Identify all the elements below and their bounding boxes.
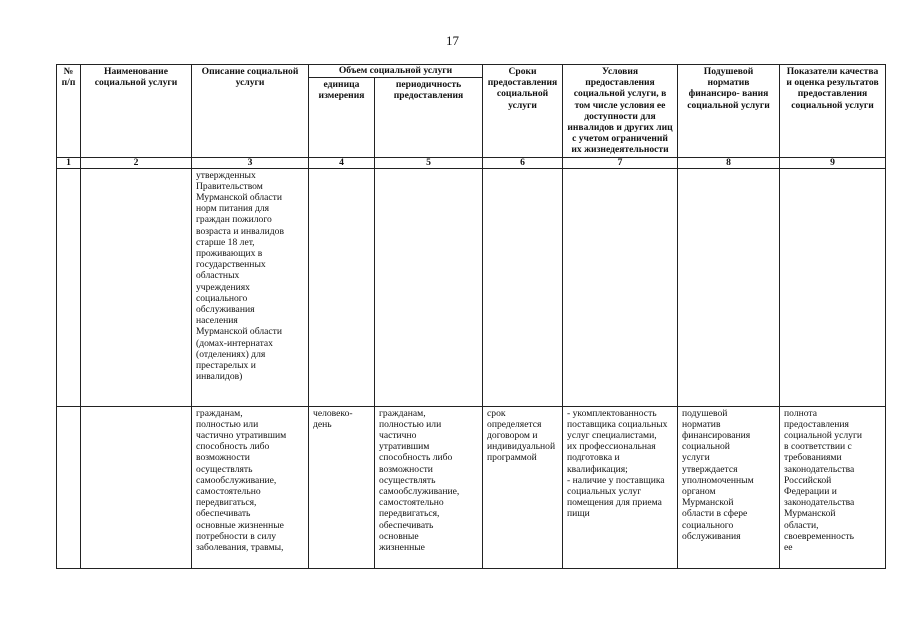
column-number: 6 xyxy=(483,157,563,168)
header-financing-norm: Подушевой норматив финансиро- вания социальной услуги xyxy=(678,65,780,158)
header-periodicity: периодичность предоставления xyxy=(375,78,483,158)
cell-number xyxy=(57,406,81,568)
cell-terms: срок определяется договором и индивидуальной программой xyxy=(483,406,563,568)
cell-financing-norm xyxy=(678,168,780,406)
cell-number xyxy=(57,168,81,406)
column-number: 5 xyxy=(375,157,483,168)
page-number: 17 xyxy=(446,33,459,48)
header-service-description: Описание социальной услуги xyxy=(192,65,309,158)
column-number: 8 xyxy=(678,157,780,168)
column-number: 4 xyxy=(309,157,375,168)
cell-service-name xyxy=(81,168,192,406)
table-row xyxy=(57,168,886,406)
header-number: № п/п xyxy=(57,65,81,158)
cell-conditions: - укомплектованность поставщика социальных услуг специалистами, их профессиональная подготовка и квалификация; - наличие у поставщика социальных услуг помещения для приема пищи xyxy=(563,406,678,568)
cell-periodicity xyxy=(375,168,483,406)
column-number: 7 xyxy=(563,157,678,168)
cell-financing-norm: подушевой норматив финансирования социальной услуги утверждается уполномоченным органом Мурманской области в сфере социального обслуживания xyxy=(678,406,780,568)
cell-quality-indicators xyxy=(780,168,886,406)
header-unit: единица измерения xyxy=(309,78,375,158)
cell-periodicity: гражданам, полностью или частично утратившим способность либо возможности осуществлять самообслуживание, самостоятельно передвигаться, обеспечивать основные жизненные xyxy=(375,406,483,568)
column-number: 1 xyxy=(57,157,81,168)
cell-service-description: утвержденных Правительством Мурманской области норм питания для граждан пожилого возраста и инвалидов старше 18 лет, проживающих в государственных областных учреждениях социального обслуживания населения Мурманской области (домах-интернатах (отделениях) для престарелых и инвалидов) xyxy=(192,168,309,406)
table-row xyxy=(57,406,886,568)
cell-conditions xyxy=(563,168,678,406)
column-numbers-row xyxy=(57,157,886,168)
header-service-conditions: Условия предоставления социальной услуги, в том числе условия ее доступности для инвалидов и других лиц с учетом ограничений их жизнедеятельности xyxy=(563,65,678,158)
column-number: 2 xyxy=(81,157,192,168)
column-number: 3 xyxy=(192,157,309,168)
header-service-name: Наименование социальной услуги xyxy=(81,65,192,158)
cell-quality-indicators: полнота предоставления социальной услуги в соответствии с требованиями законодательства Российской Федерации и законодательства Мурманской области, своевременность ее xyxy=(780,406,886,568)
header-service-terms: Сроки предоставления социальной услуги xyxy=(483,65,563,158)
header-service-volume: Объем социальной услуги xyxy=(309,65,483,78)
cell-unit: человеко- день xyxy=(309,406,375,568)
header-quality-indicators: Показатели качества и оценка результатов предоставления социальной услуги xyxy=(780,65,886,158)
cell-terms xyxy=(483,168,563,406)
services-table xyxy=(56,64,886,569)
cell-service-description: гражданам, полностью или частично утратившим способность либо возможности осуществлять самообслуживание, самостоятельно передвигаться, обеспечивать основные жизненные потребности в силу заболевания, травмы, xyxy=(192,406,309,568)
cell-unit xyxy=(309,168,375,406)
column-number: 9 xyxy=(780,157,886,168)
cell-service-name xyxy=(81,406,192,568)
